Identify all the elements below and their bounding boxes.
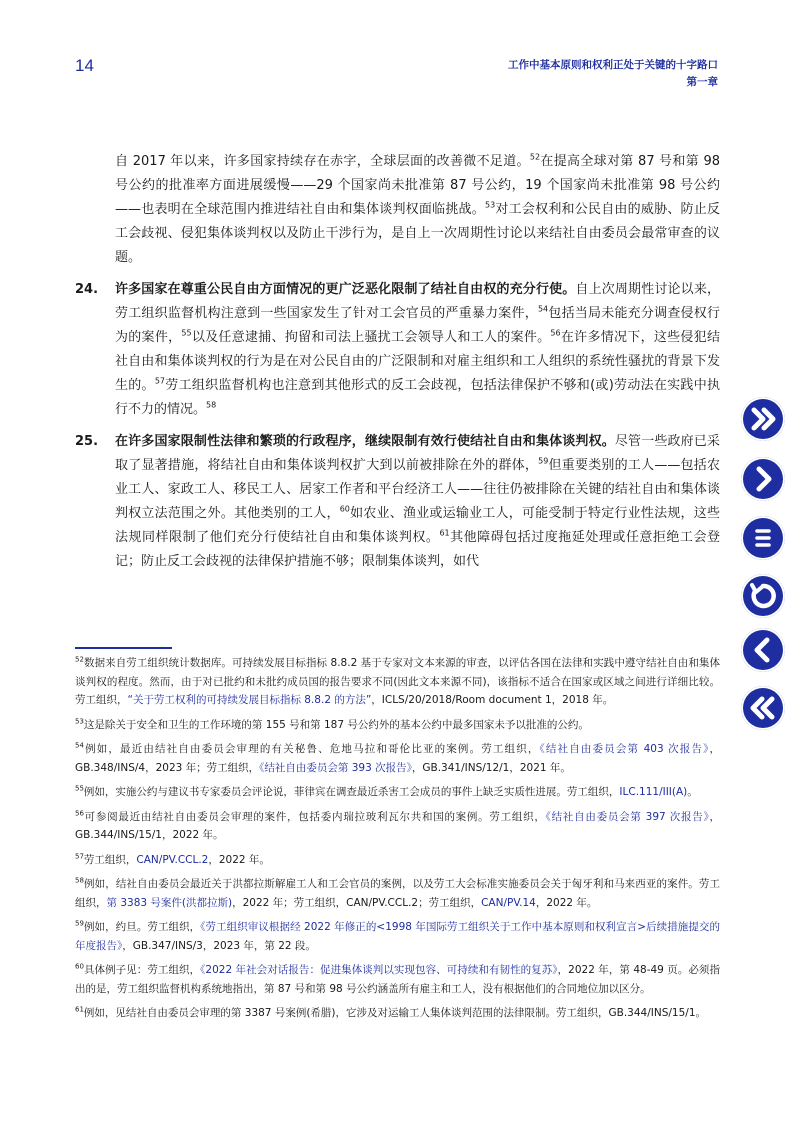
footnote-mark: 52 (75, 655, 84, 664)
text: 尽管一些政府已采取了显著措施，将结社自由和集体谈判权扩大到以前被排除在外的群体， (115, 434, 720, 473)
footnote-link[interactable]: 《2022 年社会对话报告：促进集体谈判以实现包容、可持续和有韧性的复苏》 (200, 964, 558, 976)
footnote-59 (75, 918, 720, 955)
contents-button[interactable] (741, 516, 785, 560)
text: 包括当局未能充分调查侵权行为的案件， (115, 306, 720, 345)
double-chevron-left-icon (741, 686, 785, 730)
text: ，GB.347/INS/3，2023 年，第 22 段。 (122, 939, 316, 952)
footnote-ref-56[interactable]: 56 (550, 328, 561, 338)
footnote-57 (75, 851, 720, 870)
footnote-link[interactable]: “关于劳工权利的可持续发展目标指标 8.8.2 的方法” (127, 694, 372, 706)
footnote-mark: 55 (75, 784, 84, 793)
footnote-link[interactable]: CAN/PV.14 (481, 896, 536, 909)
footnote-ref-61[interactable]: 61 (439, 528, 450, 538)
back-button[interactable] (741, 574, 785, 618)
footnote-ref-53[interactable]: 53 (485, 200, 496, 210)
footnote-link[interactable]: 第 3383 号案件(洪都拉斯) (106, 896, 233, 909)
text: 例如，见结社自由委员会审理的第 3387 号案例(希腊)，它涉及对运输工人集体谈判范围的法律限制。劳工组织，GB.344/INS/15/1。 (83, 1007, 706, 1019)
footnote-link[interactable]: 《结社自由委员会第 397 次报告》 (545, 810, 710, 823)
footnote-60 (75, 961, 720, 998)
text: 以及任意逮捕、拘留和司法上骚扰工会领导人和工人的案件。 (191, 330, 551, 345)
text: 劳工组织监督机构也注意到其他形式的反工会歧视，包括法律保护不够和(或)劳动法在实践中执行不力的情况。 (115, 378, 720, 417)
footnote-54 (75, 740, 720, 777)
footnote-mark: 61 (75, 1005, 84, 1014)
footnote-56 (75, 808, 720, 845)
footnote-53 (75, 716, 720, 735)
paragraph-continuation (75, 150, 720, 270)
text: ，2022 年。 (535, 896, 598, 909)
text: 例如，结社自由委员会最近关于洪都拉斯解雇工人和工会官员的案例，以及劳工大会标准实施委员会关于匈牙利和马来西亚的案件。劳工组织， (75, 878, 720, 909)
contents-list-icon (741, 516, 785, 560)
chevron-left-icon (741, 628, 785, 672)
text: ，ICLS/20/2018/Room document 1，2018 年。 (371, 694, 614, 706)
paragraph-24 (75, 278, 720, 422)
footnote-ref-55[interactable]: 55 (181, 328, 192, 338)
running-header (508, 57, 718, 91)
footnote-link[interactable]: 《劳工组织审议根据经 2022 年修正的<1998 年国际劳工组织关于工作中基本原则和权利宣言>后续措施提交的年度报告》 (75, 921, 720, 952)
footnote-ref-60[interactable]: 60 (339, 504, 350, 514)
paragraph-lead: 在许多国家限制性法律和繁琐的行政程序，继续限制有效行使结社自由和集体谈判权。 (115, 434, 615, 449)
footnote-58 (75, 875, 720, 912)
text: 。 (687, 786, 698, 798)
text: 但重要类别的工人——包括农业工人、家政工人、移民工人、居家工作者和平台经济工人——往往仍被排除在关键的结社自由和集体谈判权立法范围之外。其他类别的工人， (115, 458, 720, 521)
footnote-55 (75, 783, 720, 802)
text: ，2022 年；劳工组织，CAN/PV.CCL.2；劳工组织， (232, 896, 482, 909)
footnote-mark: 54 (75, 741, 84, 750)
footnote-mark: 60 (75, 962, 84, 971)
text: ，2022 年，第 48-49 页。必须指出的是，劳工组织监督机构系统地指出，第 87 号和第 98 号公约涵盖所有雇主和工人，没有根据他们的合同地位加以区分。 (75, 964, 720, 995)
footnote-mark: 57 (75, 852, 84, 860)
footnotes (75, 654, 720, 1029)
last-page-button[interactable] (741, 397, 785, 441)
text: ，GB.344/INS/15/1，2022 年。 (75, 810, 721, 841)
text: 如农业、渔业或运输业工人，可能受制于特定行业性法规，这些法规同样限制了他们充分行使结社自由和集体谈判权。 (115, 506, 720, 545)
paragraph-lead: 许多国家在尊重公民自由方面情况的更广泛恶化限制了结社自由权的充分行使。 (115, 282, 576, 297)
body-text (75, 150, 720, 582)
footnote-link[interactable]: 《结社自由委员会第 393 次报告》 (259, 761, 412, 774)
text: 自上次周期性讨论以来，劳工组织监督机构注意到一些国家发生了针对工会官员的严重暴力案件， (115, 282, 720, 321)
text: ，GB.341/INS/12/1，2021 年。 (411, 761, 571, 774)
previous-page-button[interactable] (741, 628, 785, 672)
text: 在提高全球对第 87 号和第 98 号公约的批准率方面进展缓慢——29 个国家尚未批准第 87 号公约，19 个国家尚未批准第 98 号公约——也表明在全球范围内推进结社自由和集体谈判权面临挑战。 (115, 154, 720, 217)
footnote-mark: 53 (75, 717, 84, 725)
footnote-61 (75, 1004, 720, 1023)
footnote-mark: 58 (75, 876, 84, 885)
footnote-mark: 59 (75, 919, 84, 928)
text: 劳工组织， (83, 853, 137, 866)
text: 在许多情况下，这些侵犯结社自由和集体谈判权的行为是在对公民自由的广泛限制和对雇主组织和工人组织的系统性骚扰的背景下发生的。 (115, 330, 720, 393)
text: 数据来自劳工组织统计数据库。可持续发展目标指标 8.8.2 基于专家对文本来源的审查，以评估各国在法律和实践中遵守结社自由和集体谈判权的程度。然而，由于对已批约和未批约成员国的报告要求不同(因此文本来源不同)，该指标不适合在国家或区域之间进行详细比较。劳工组织， (75, 657, 720, 706)
text: 其他障碍包括过度拖延处理或任意拒绝工会登记；防止反工会歧视的法律保护措施不够；限制集体谈判，如代 (115, 530, 720, 569)
text: 例如，约旦。劳工组织， (83, 921, 201, 933)
text: 对工会权利和公民自由的威胁、防止反工会歧视、侵犯集体谈判权以及防止干涉行为，是自上一次周期性讨论以来结社自由委员会最常审查的议题。 (115, 202, 720, 265)
footnote-ref-57[interactable]: 57 (154, 376, 166, 386)
text: ，GB.348/INS/4，2023 年；劳工组织， (75, 743, 720, 774)
text: ，2022 年。 (208, 853, 270, 866)
footnote-link[interactable]: CAN/PV.CCL.2 (136, 853, 209, 866)
paragraph-25 (75, 430, 720, 574)
paragraph-number: 24. (75, 282, 99, 297)
page-number: 14 (75, 56, 94, 75)
next-page-button[interactable] (741, 457, 785, 501)
text: 自 2017 年以来，许多国家持续存在赤字，全球层面的改善微不足道。 (115, 154, 530, 169)
text: 例如，实施公约与建议书专家委员会评论说，菲律宾在调查最近杀害工会成员的事件上缺乏实质性进展。劳工组织， (83, 786, 620, 798)
footnote-divider (75, 647, 172, 649)
text: 例如，最近由结社自由委员会审理的有关秘鲁、危地马拉和哥伦比亚的案例。劳工组织， (83, 743, 540, 755)
paragraph-number: 25. (75, 434, 99, 449)
chapter-label: 第一章 (686, 76, 718, 88)
document-title: 工作中基本原则和权利正处于关键的十字路口 (508, 59, 718, 71)
text: 具体例子见：劳工组织， (83, 964, 201, 976)
footnote-ref-58[interactable]: 58 (206, 400, 217, 410)
text: 这是除关于安全和卫生的工作环境的第 155 号和第 187 号公约外的基本公约中最多国家未予以批准的公约。 (83, 718, 589, 731)
footnote-mark: 56 (75, 809, 84, 817)
first-page-button[interactable] (741, 686, 785, 730)
double-chevron-right-icon (741, 397, 785, 441)
text: 可参阅最近由结社自由委员会审理的案件，包括委内瑞拉玻利瓦尔共和国的案例。劳工组织， (83, 810, 546, 823)
back-arrow-icon (741, 574, 785, 618)
footnote-52 (75, 654, 720, 710)
footnote-link[interactable]: ILC.111/III(A) (619, 786, 688, 798)
footnote-ref-59[interactable]: 59 (538, 456, 549, 466)
chevron-right-icon (741, 457, 785, 501)
footnote-ref-54[interactable]: 54 (537, 304, 549, 314)
footnote-ref-52[interactable]: 52 (529, 152, 541, 162)
footnote-link[interactable]: 《结社自由委员会第 403 次报告》 (539, 743, 710, 755)
